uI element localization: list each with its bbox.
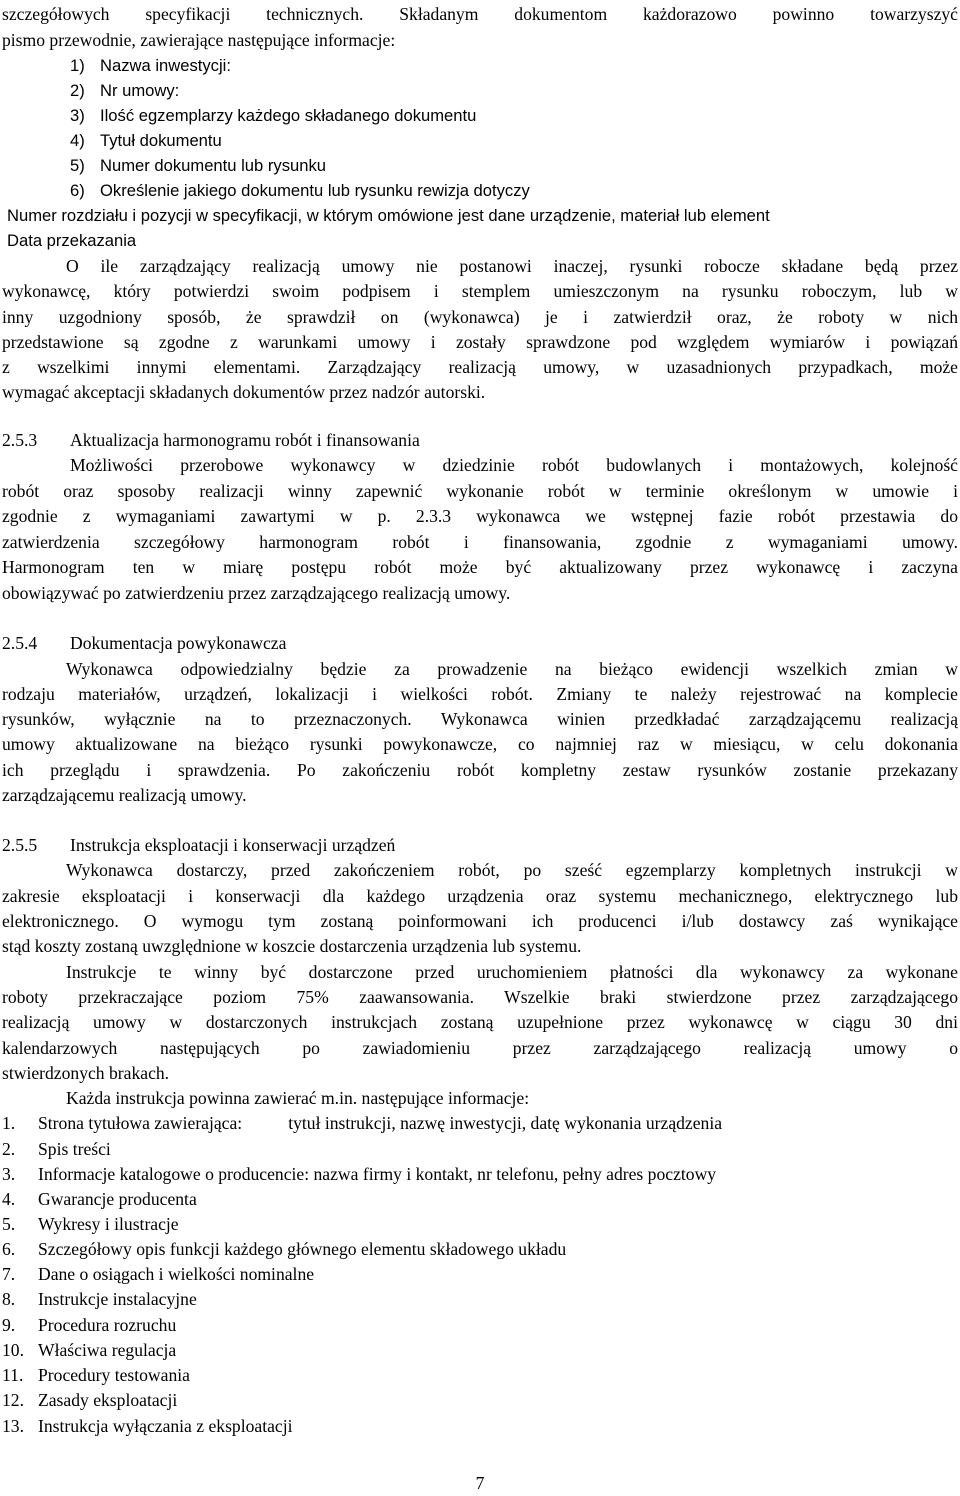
paragraph-line: Możliwości przerobowe wykonawcy w dziedzinie robót budowlanych i montażowych, kolejność [70,455,958,475]
list-text: Wykresy i ilustracje [38,1214,179,1234]
list-number: 12. [2,1390,24,1410]
list-item [2,1312,958,1338]
list-text: Właściwa regulacja [38,1340,177,1360]
list-item [2,1186,958,1212]
list-number: 6) [70,181,85,200]
list-text: Tytuł dokumentu [100,131,222,150]
list-item [70,153,960,179]
list-text: Instrukcje instalacyjne [38,1289,197,1309]
section-title: Aktualizacja harmonogramu robót i finansowania [70,430,420,450]
list-item [2,1286,958,1312]
paragraph-line: Harmonogram ten w miarę postępu robót może być aktualizowany przez wykonawcę i zaczyna [2,557,958,577]
section-heading [2,630,958,656]
list-text: Procedury testowania [38,1365,190,1385]
list-number: 13. [2,1416,24,1436]
paragraph-line: stwierdzonych brakach. [2,1063,170,1083]
list-text: Strona tytułowa zawierająca: [38,1113,243,1133]
list-item [2,1387,958,1413]
intro-line: szczegółowych specyfikacji technicznych. Składanym dokumentom każdorazowo powinno towarzyszyć [2,4,958,24]
paragraph-line: zakresie eksploatacji i konserwacji dla każdego urządzenia oraz systemu mechanicznego, elektrycznego lub [2,886,958,906]
paragraph-line: Instrukcje te winny być dostarczone przed uruchomieniem płatności dla wykonawcy za wykonane [66,962,958,982]
list-number: 9. [2,1315,16,1335]
list-text: Nr umowy: [100,81,180,100]
intro-line: pismo przewodnie, zawierające następujące informacje: [2,30,396,50]
list-number: 2. [2,1139,16,1159]
paragraph-line: roboty przekraczające poziom 75% zaawansowania. Wszelkie braki stwierdzone przez zarządzającego [2,987,958,1007]
list-item [70,128,960,154]
list-number: 3. [2,1164,16,1184]
list-text: Spis treści [38,1139,111,1159]
paragraph-line: realizacją umowy w dostarczonych instrukcjach zostaną uzupełnione przez wykonawcę w ciągu 30 dni [2,1012,958,1032]
list-text: Zasady eksploatacji [38,1390,178,1410]
intro-data-line: Data przekazania [7,231,137,250]
paragraph-line: inny uzgodniony sposób, że sprawdził on (wykonawca) je i zatwierdził oraz, że roboty w nich [2,307,958,327]
list-item [2,1413,958,1439]
list-item [70,53,960,79]
section-heading [2,427,958,453]
paragraph-line: Wykonawca odpowiedzialny będzie za prowadzenie na bieżąco ewidencji wszelkich zmian w [66,659,958,679]
list-text: Szczegółowy opis funkcji każdego głównego elementu składowego układu [38,1239,567,1259]
list-number: 1) [70,56,85,75]
list-number: 2) [70,81,85,100]
list-item [2,1211,958,1237]
paragraph-line: obowiązywać po zatwierdzeniu przez zarządzającego realizacją umowy. [2,583,511,603]
paragraph-line: ich przeglądu i sprawdzenia. Po zakończeniu robót kompletny zestaw rysunków zostanie przekazany [2,760,958,780]
list-intro: Każda instrukcja powinna zawierać m.in. następujące informacje: [66,1088,530,1108]
section-number: 2.5.3 [2,430,38,450]
list-item [70,78,960,104]
paragraph-line: z wszelkimi innymi elementami. Zarządzający realizacją umowy, w uzasadnionych przypadkach, może [2,357,958,377]
list-number: 1. [2,1113,16,1133]
list-number: 3) [70,106,85,125]
list-text: Procedura rozruchu [38,1315,177,1335]
paragraph-line: wymagać akceptacji składanych dokumentów przez nadzór autorski. [2,382,486,402]
section-heading [2,832,958,858]
section-number: 2.5.5 [2,835,38,855]
list-number: 5) [70,156,85,175]
list-text: Określenie jakiego dokumentu lub rysunku rewizja dotyczy [100,181,530,200]
list-number: 8. [2,1289,16,1309]
list-text-extra: tytuł instrukcji, nazwę inwestycji, datę wykonania urządzenia [288,1113,723,1133]
list-text: Dane o osiągach i wielkości nominalne [38,1264,315,1284]
list-number: 5. [2,1214,16,1234]
list-text: Nazwa inwestycji: [100,56,231,75]
paragraph-line: zgodnie z wymaganiami zawartymi w p. 2.3.3 wykonawca we wstępnej fazie robót przestawia do [2,506,958,526]
list-text: Instrukcja wyłączania z eksploatacji [38,1416,293,1436]
paragraph-line: O ile zarządzający realizacją umowy nie postanowi inaczej, rysunki robocze składane będą przez [66,256,958,276]
paragraph-line: kalendarzowych następujących po zawiadomieniu przez zarządzającego realizacją umowy o [2,1038,958,1058]
page-number: 7 [475,1473,485,1493]
paragraph-line: elektronicznego. O wymogu tym zostaną poinformowani ich producenci i/lub dostawcy zaś wynikające [2,911,958,931]
list-text: Ilość egzemplarzy każdego składanego dokumentu [100,106,477,125]
paragraph-line: rodzaju materiałów, urządzeń, lokalizacji i wielkości robót. Zmiany te należy rejestrować na komplecie [2,684,958,704]
section-title: Dokumentacja powykonawcza [70,633,287,653]
list-text: Informacje katalogowe o producencie: nazwa firmy i kontakt, nr telefonu, pełny adres pocztowy [38,1164,717,1184]
paragraph-line: stąd koszty zostaną uwzględnione w koszcie dostarczenia urządzenia lub systemu. [2,936,582,956]
paragraph-line: umowy aktualizowane na bieżąco rysunki powykonawcze, co najmniej raz w miesiącu, w celu dokonania [2,734,958,754]
list-item [2,1161,958,1187]
paragraph-line: zarządzającemu realizacją umowy. [2,785,247,805]
list-item [2,1136,958,1162]
intro-numer-line: Numer rozdziału i pozycji w specyfikacji, w którym omówione jest dane urządzenie, materiał lub element [7,206,770,225]
list-number: 10. [2,1340,24,1360]
list-item [2,1362,958,1388]
paragraph-line: Wykonawca dostarczy, przed zakończeniem robót, po sześć egzemplarzy kompletnych instrukcji w [66,860,958,880]
paragraph-line: robót oraz sposoby realizacji winny zapewnić wykonanie robót w terminie określonym w umowie i [2,481,958,501]
list-number: 4. [2,1189,16,1209]
list-item [2,1110,958,1136]
paragraph-line: przedstawione są zgodne z warunkami umowy i zostały sprawdzone pod względem wymiarów i powiązań [2,332,958,352]
paragraph-line: wykonawcę, który potwierdzi swoim podpisem i stemplem umieszczonym na rysunku roboczym, lub w [2,281,958,301]
paragraph-line: rysunków, wyłącznie na to przeznaczonych. Wykonawca winien przedkładać zarządzającemu realizacją [2,709,958,729]
list-item [70,103,960,129]
list-number: 4) [70,131,85,150]
paragraph-line: zatwierdzenia szczegółowy harmonogram robót i finansowania, zgodnie z wymaganiami umowy. [2,532,958,552]
section-number: 2.5.4 [2,633,38,653]
list-text: Numer dokumentu lub rysunku [100,156,326,175]
list-item [2,1236,958,1262]
list-item [2,1337,958,1363]
list-item [2,1261,958,1287]
list-number: 7. [2,1264,16,1284]
list-number: 6. [2,1239,16,1259]
list-number: 11. [2,1365,24,1385]
section-title: Instrukcja eksploatacji i konserwacji urządzeń [70,835,396,855]
list-item [70,178,960,204]
list-text: Gwarancje producenta [38,1189,197,1209]
